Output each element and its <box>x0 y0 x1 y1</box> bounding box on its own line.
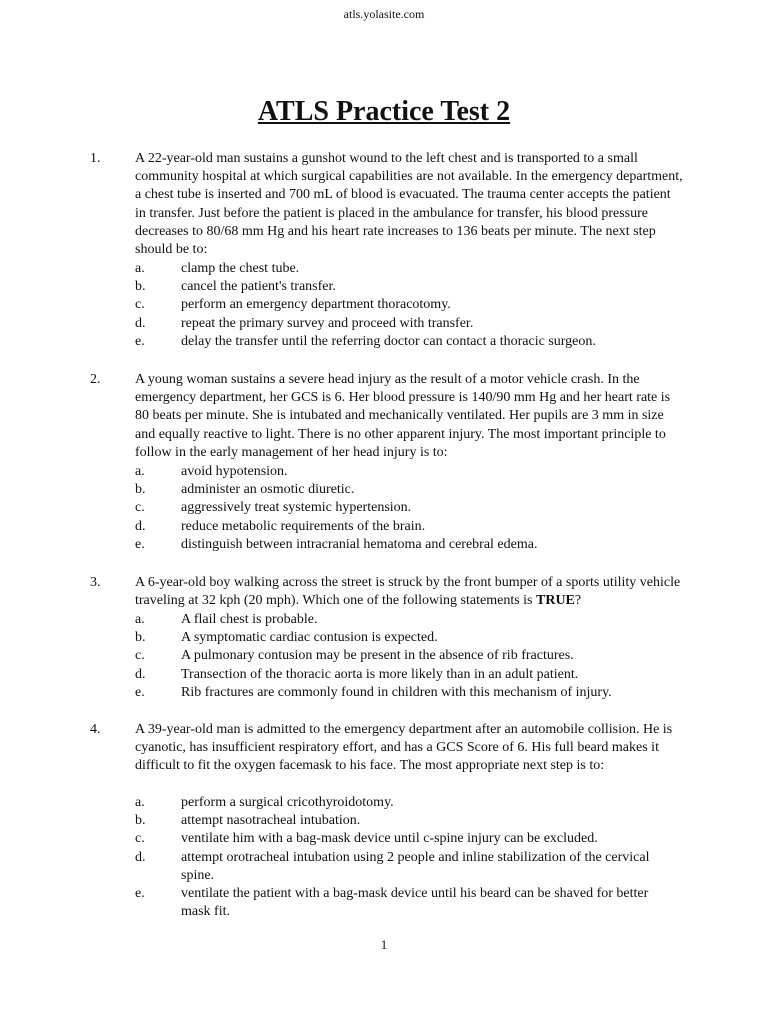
option-text: A flail chest is probable. <box>181 612 318 627</box>
question-stem: A 39-year-old man is admitted to the emergency department after an automobile collision. He is cyanotic, has insufficient respiratory effort, and has a GCS Score of 6. His full beard makes it difficult to fit the oxygen facemask to his face. The most appropriate next step is to: <box>135 722 673 774</box>
option-text: avoid hypotension. <box>181 464 288 479</box>
option-letter: d. <box>135 849 146 865</box>
option-text: Transection of the thoracic aorta is more likely than in an adult patient. <box>181 666 579 682</box>
option-letter: a. <box>135 464 145 479</box>
option-text: cancel the patient's transfer. <box>181 279 336 295</box>
option-letter: d. <box>135 518 146 534</box>
option-letter: e. <box>135 536 145 552</box>
option-letter: c. <box>135 500 145 516</box>
option-letter: a. <box>135 261 145 276</box>
option-letter: d. <box>135 666 146 682</box>
option-text: clamp the chest tube. <box>181 261 300 276</box>
page-number: 1 <box>380 937 388 952</box>
question-number: 2. <box>90 372 101 387</box>
option-text: distinguish between intracranial hematoma and cerebral edema. <box>181 536 538 552</box>
question-number: 1. <box>90 151 101 166</box>
option-letter: e. <box>135 333 145 349</box>
question-stem: A 22-year-old man sustains a gunshot wound to the left chest and is transported to a small community hospital at which surgical capabilities are not available. In the emergency department, a chest tube is inserted and 700 mL of blood is evacuated. The trauma center accepts the patient in transfer. Just before the patient is placed in the ambulance for transfer, his blood pressure decreases to 80/68 mm Hg and his heart rate increases to 136 beats per minute. The next step should be to: <box>135 151 683 258</box>
option-letter: e. <box>135 886 145 901</box>
option-text: Rib fractures are commonly found in children with this mechanism of injury. <box>181 684 612 700</box>
site-url: atls.yolasite.com <box>343 7 425 21</box>
option-text: perform a surgical cricothyroidotomy. <box>181 795 394 810</box>
option-letter: a. <box>135 795 145 810</box>
option-text: perform an emergency department thoracotomy. <box>181 297 451 313</box>
option-letter: b. <box>135 279 146 295</box>
option-letter: c. <box>135 831 145 847</box>
option-text: delay the transfer until the referring doctor can contact a thoracic surgeon. <box>181 333 596 349</box>
option-text: reduce metabolic requirements of the brain. <box>181 518 426 534</box>
option-letter: e. <box>135 684 145 700</box>
option-letter: b. <box>135 482 146 498</box>
question-stem: A young woman sustains a severe head injury as the result of a motor vehicle crash. In the emergency department, her GCS is 6. Her blood pressure is 140/90 mm Hg and her heart rate is 80 beats per minute. She is intubated and mechanically ventilated. Her pupils are 3 mm in size and equally reactive to light. There is no other apparent injury. The most important principle to follow in the early management of her head injury is to: <box>135 372 671 460</box>
option-letter: a. <box>135 612 145 627</box>
page-title: ATLS Practice Test 2 <box>257 96 511 127</box>
option-text: attempt nasotracheal intubation. <box>181 813 361 829</box>
question-stem <box>135 574 683 610</box>
option-text: ventilate the patient with a bag-mask device until his beard can be shaved for better mask fit. <box>181 886 649 920</box>
option-letter: c. <box>135 648 145 664</box>
option-text: A pulmonary contusion may be present in the absence of rib fractures. <box>181 648 574 664</box>
option-letter: b. <box>135 813 146 829</box>
stem-text: A 6-year-old boy walking across the street is struck by the front bumper of a sports utility vehicle traveling at 32 kph (20 mph). Which one of the following statements is <box>135 575 681 609</box>
option-letter: c. <box>135 297 145 313</box>
option-text: attempt orotracheal intubation using 2 people and inline stabilization of the cervical spine. <box>181 849 650 883</box>
stem-emphasis: TRUE <box>536 593 575 609</box>
option-text: repeat the primary survey and proceed with transfer. <box>181 315 474 331</box>
option-text: administer an osmotic diuretic. <box>181 482 355 498</box>
question-number: 4. <box>90 722 101 737</box>
stem-end: ? <box>574 593 582 609</box>
option-text: ventilate him with a bag-mask device until c-spine injury can be excluded. <box>181 831 598 847</box>
question-number: 3. <box>90 575 101 590</box>
option-text: aggressively treat systemic hypertension. <box>181 500 412 516</box>
option-text: A symptomatic cardiac contusion is expected. <box>181 630 438 646</box>
option-letter: b. <box>135 630 146 646</box>
option-letter: d. <box>135 315 146 331</box>
